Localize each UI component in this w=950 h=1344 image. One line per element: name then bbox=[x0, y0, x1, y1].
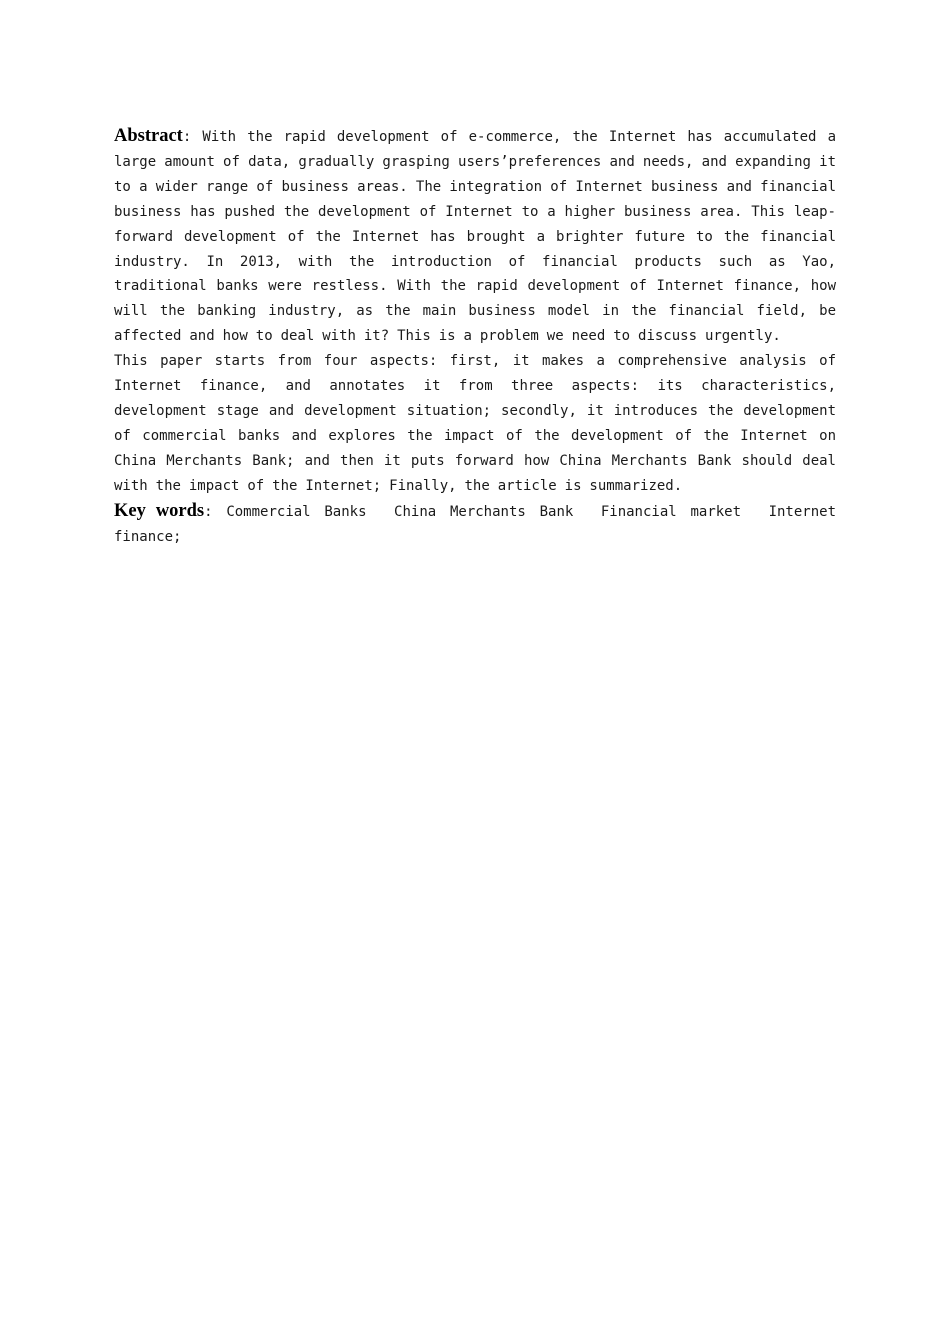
abstract-section bbox=[114, 124, 844, 549]
keywords-paragraph bbox=[114, 499, 844, 550]
keywords-label: Key words bbox=[114, 500, 205, 521]
abstract-paragraph-2 bbox=[114, 349, 836, 498]
abstract-text-2: This paper starts from four aspects: first, it makes a comprehensive analysis of Internet finance, and annotates it from three aspects: its characteristics, development stage and development situation; secondly, it introduces the development of commercial banks and explores the impact of the development of the Internet on China Merchants Bank; and then it puts forward how China Merchants Bank should deal with the impact of the Internet; Finally, the article is summarized. bbox=[114, 353, 836, 494]
keywords-colon: : bbox=[204, 503, 227, 520]
abstract-text-1: With the rapid development of e-commerce, the Internet has accumulated a large amount of data, gradually grasping users’preferences and needs, and expanding it to a wider range of business areas. The integration of Internet business and financial business has pushed the development of Internet to a higher business area. This leap-forward development of the Internet has brought a brighter future to the financial industry. In 2013, with the introduction of financial products such as Yao, traditional banks were restless. With the rapid development of Internet finance, how will the banking industry, as the main business model in the financial field, be affected and how to deal with it? This is a problem we need to discuss urgently. bbox=[114, 129, 837, 345]
abstract-label: Abstract bbox=[114, 126, 183, 146]
abstract-paragraph bbox=[114, 124, 836, 349]
keywords-list: Commercial Banks China Merchants Bank Financial market Internet finance; bbox=[114, 503, 844, 545]
abstract-colon: : bbox=[182, 129, 203, 145]
